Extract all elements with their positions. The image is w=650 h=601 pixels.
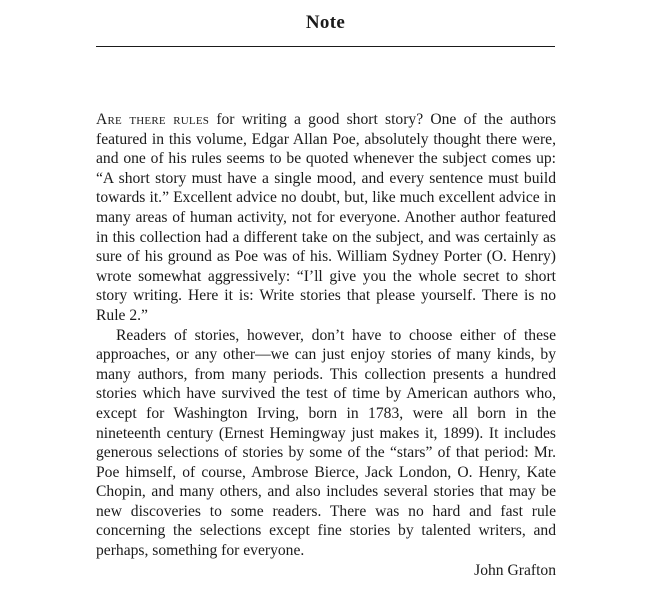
paragraph-1 <box>96 110 556 326</box>
page-header <box>96 0 555 47</box>
paragraph-1-lead: Are there rules <box>96 111 210 128</box>
paragraph-1-text: for writing a good short story? One of the authors featured in this volume, Edgar Allan Poe, absolutely thought there were, and one of his rules seems to be quoted whenever the subject comes up: “A short story must have a single mood, and every sentence must build towards it.” Excellent advice no doubt, but, like much excellent advice in many areas of human activity, not for everyone. Another author featured in this collection had a different take on the subject, and was certainly as sure of his ground as Poe was of his. William Sydney Porter (O. Henry) wrote somewhat aggressively: “I’ll give you the whole secret to short story writing. Here it is: Write stories that please yourself. There is no Rule 2.” <box>96 111 557 324</box>
signature: John Grafton <box>474 561 556 579</box>
paragraph-2: Readers of stories, however, don’t have to choose either of these approaches, or any other—we can just enjoy stories of many kinds, by many authors, from many periods. This collection presents a hundred stories which have survived the test of time by American authors who, except for Washington Irving, born in 1783, were all born in the nineteenth century (Ernest Hemingway just makes it, 1899). It includes generous selections of stories by some of the “stars” of that period: Mr. Poe himself, of course, Ambrose Bierce, Jack London, O. Henry, Kate Chopin, and many others, and also includes several stories that may be new discoveries to some readers. There was no hard and fast rule concerning the selections except fine stories by talented writers, and perhaps, something for everyone. <box>96 326 556 560</box>
page-title: Note <box>305 12 346 33</box>
note-body <box>96 110 556 580</box>
